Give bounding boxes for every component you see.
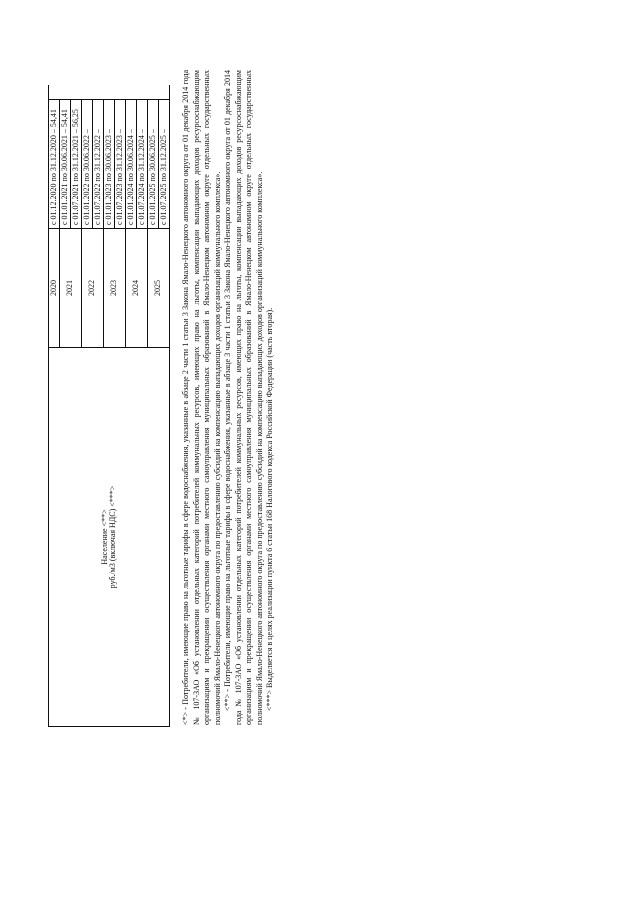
rotated-page-content xyxy=(38,55,338,735)
year-cell: 2021 xyxy=(60,229,82,348)
period-cell: с 01.07.2021 по 31.12.2021 – 56,25 xyxy=(71,100,82,229)
category-unit: руб./м3 (включая НДС) <***> xyxy=(108,485,117,589)
period-cell: с 01.01.2021 по 30.06.2021 – 54,41 xyxy=(60,100,71,229)
year-cell: 2024 xyxy=(126,229,148,348)
period-cell: с 01.01.2022 по 30.06.2022 – xyxy=(82,100,93,229)
year-cell: 2023 xyxy=(104,229,126,348)
period-cell: с 01.01.2025 по 30.06.2025 – xyxy=(148,100,159,229)
category-label: Население <**> xyxy=(99,509,109,565)
year-cell: 2025 xyxy=(148,229,170,348)
footnote-1: <*> - Потребители, имеющие право на льготные тарифы в сфере водоснабжения, указанные в абзаце 2 части 1 статьи 3 Закона Ямало-Ненецкого автономного округа от 01 декабря 2014 года № 107-ЗАО «Об установлении отдельных категорий потребителей коммунальных ресурсов, имеющих право на льготы, компенсации выпадающих доходов ресурсоснабжающим организациям и прекращении осуществления органами местного самоуправления муниципальных образований в Ямало-Ненецком автономном округе отдельных государственных полномочий Ямало-Ненецкого автономного округа по предоставлению субсидий на компенсацию выпадающих доходов организаций коммунального комплекса». xyxy=(181,70,222,725)
footnotes xyxy=(181,70,276,725)
tariff-table xyxy=(48,85,170,727)
period-cell: с 01.07.2024 по 31.12.2024 – xyxy=(137,100,148,229)
year-cell: 2022 xyxy=(82,229,104,348)
period-cell: с 01.01.2024 по 30.06.2024 – xyxy=(126,100,137,229)
period-cell: с 01.07.2023 по 31.12.2023 – xyxy=(115,100,126,229)
consumer-category-cell xyxy=(49,348,170,727)
period-cell: с 01.01.2023 по 30.06.2023 – xyxy=(104,100,115,229)
period-cell: с 01.07.2025 по 31.12.2025 – xyxy=(159,100,170,229)
table-row xyxy=(49,85,60,727)
period-cell: с 01.07.2022 по 31.12.2022 – xyxy=(93,100,104,229)
footnote-2: <**> - Потребители, имеющие право на льготные тарифы в сфере водоснабжения, указанные в абзаце 3 части 1 статьи 3 Закона Ямало-Ненецкого автономного округа от 01 декабря 2014 года № 107-ЗАО «Об установлении отдельных категорий потребителей коммунальных ресурсов, имеющих право на льготы, компенсации выпадающих доходов ресурсоснабжающим организациям и прекращении осуществления органами местного самоуправления муниципальных образований в Ямало-Ненецком автономном округе отдельных государственных полномочий Ямало-Ненецкого автономного округа по предоставлению субсидий на компенсацию выпадающих доходов организаций коммунального комплекса». xyxy=(223,70,264,725)
footnote-3: <***> Выделяется в целях реализации пункта 6 статьи 168 Налогового кодекса Российской Федерации (часть вторая). xyxy=(265,307,274,711)
year-cell: 2020 xyxy=(49,229,60,348)
period-cell: с 01.12.2020 по 31.12.2020 – 54,41 xyxy=(49,100,60,229)
table-edge xyxy=(49,85,170,100)
